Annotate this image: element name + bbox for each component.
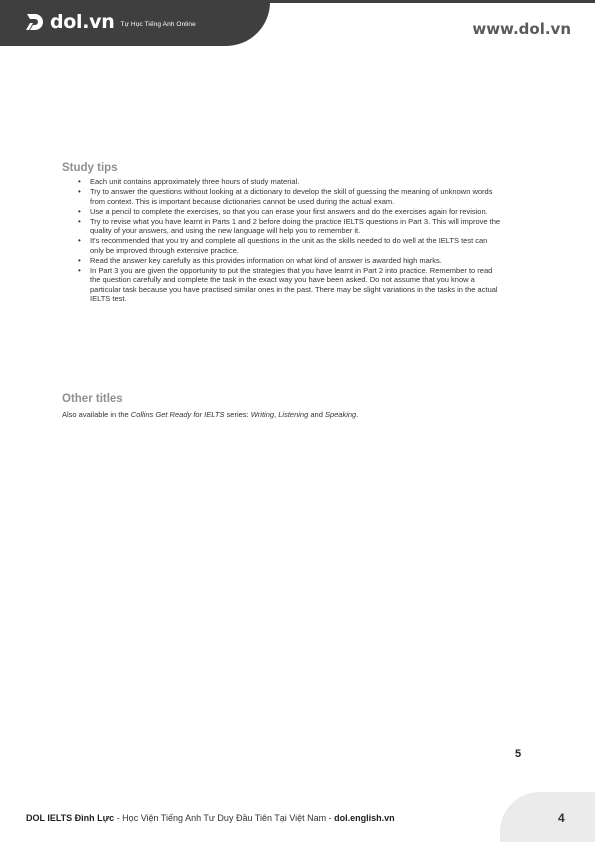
dol-logo-icon: [24, 11, 46, 33]
list-item: • Try to answer the questions without looking at a dictionary to develop the skill of guessing the meaning of unknown words from context. This is important because dictionaries cannot be used during the actual exam.: [62, 187, 502, 206]
logo-text: dol.vn: [50, 11, 115, 33]
other-and: and: [308, 410, 325, 419]
other-titles-title: Other titles: [62, 393, 123, 405]
list-item: • Each unit contains approximately three hours of study material.: [62, 177, 502, 187]
title-listening: Listening: [278, 410, 309, 419]
footer-brand: DOL IELTS Đình Lực: [26, 813, 115, 823]
series-name: Collins Get Ready for IELTS: [130, 410, 225, 419]
other-end: .: [356, 410, 359, 419]
other-prefix: Also available in the: [62, 410, 131, 419]
logo-tagline: Tự Học Tiếng Anh Online: [120, 20, 196, 28]
footer-band: [500, 792, 595, 842]
footer-text: [26, 813, 395, 823]
header-band: [0, 0, 270, 46]
study-tips-list: [62, 177, 502, 304]
title-writing: Writing: [250, 410, 275, 419]
dol-logo[interactable]: [24, 11, 196, 33]
list-item: • Read the answer key carefully as this provides information on what kind of answer is awarded high marks.: [62, 256, 502, 266]
title-speaking: Speaking: [324, 410, 357, 419]
footer-page-number: 4: [558, 811, 565, 825]
list-item: • In Part 3 you are given the opportunity to put the strategies that you have learnt in Part 2 into practice. Remember to read the question carefully and complete the task in the exact way you have been asked. Do not assume that you know a particular task because you have practised similar ones in the past. There may be slight variations in the tasks in the actual IELTS test.: [62, 266, 502, 304]
other-middle: series:: [224, 410, 251, 419]
footer-site-link[interactable]: dol.english.vn: [334, 813, 395, 823]
book-page-number: 5: [515, 748, 522, 760]
list-item: • Use a pencil to complete the exercises, so that you can erase your first answers and do the exercises again for revision.: [62, 207, 502, 217]
footer-middle: - Học Viện Tiếng Anh Tư Duy Đầu Tiên Tại Việt Nam -: [114, 813, 335, 823]
site-url[interactable]: www.dol.vn: [472, 20, 571, 38]
study-tips-title: Study tips: [62, 162, 118, 174]
other-titles-text: [62, 410, 358, 419]
list-item: • Try to revise what you have learnt in Parts 1 and 2 before doing the practice IELTS questions in Part 3. This will improve the quality of your answers, and using the new language will help you to remember it.: [62, 217, 502, 236]
other-sep: ,: [274, 410, 279, 419]
list-item: • It's recommended that you try and complete all questions in the unit as the skills needed to do well at the IELTS test can only be improved through extensive practice.: [62, 236, 502, 255]
